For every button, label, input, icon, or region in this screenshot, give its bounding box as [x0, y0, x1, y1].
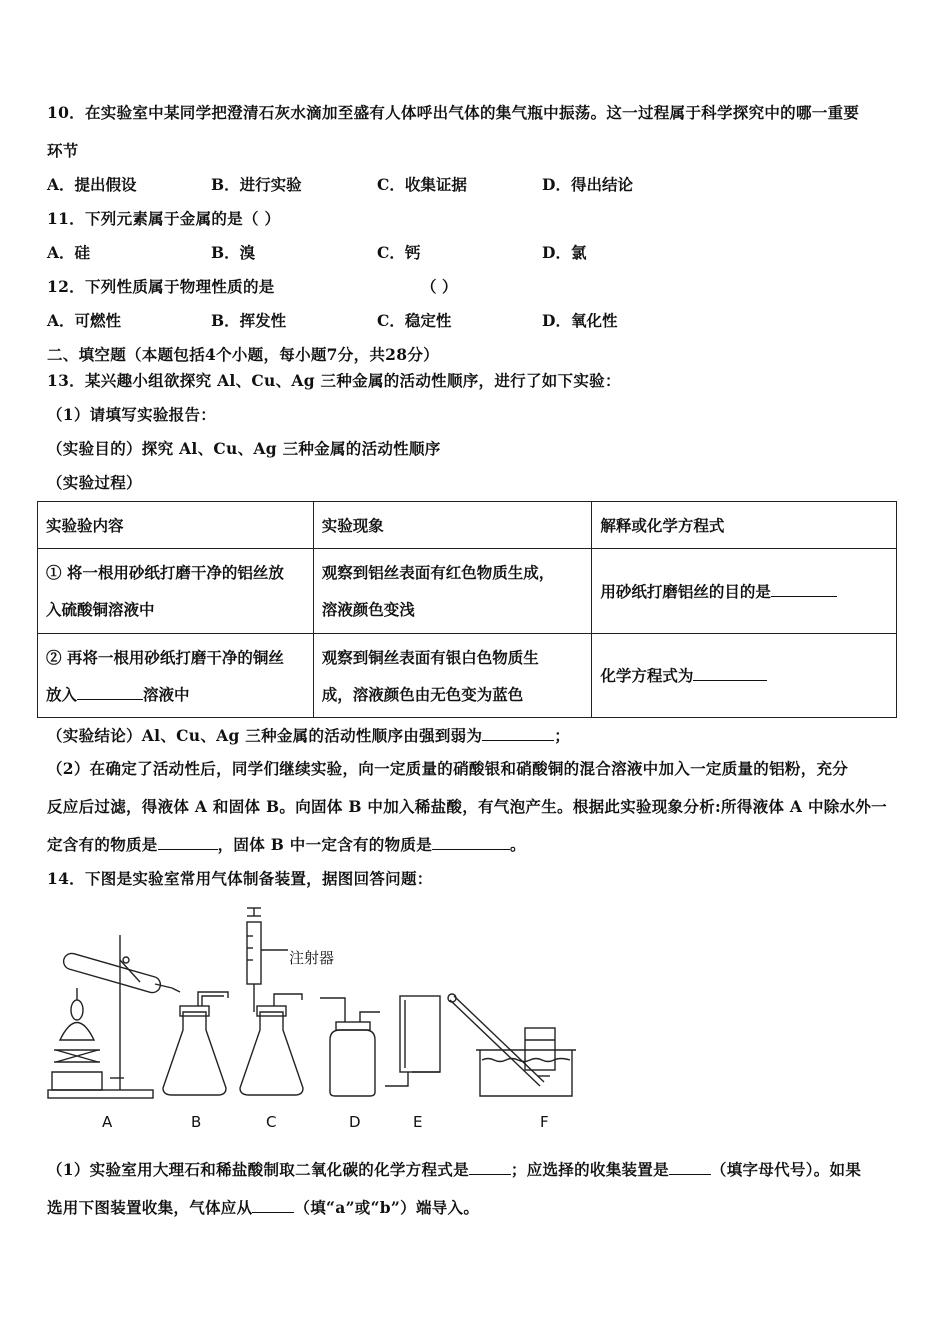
- q10-stem-line2: 环节: [47, 141, 79, 160]
- text: （填字母代号）。如果: [710, 1160, 862, 1179]
- q11-option-d: D．氯: [542, 243, 587, 262]
- cell-line: 入硫酸铜溶液中: [46, 600, 155, 619]
- apparatus-figure: [40, 900, 600, 1144]
- table-cell-phenomenon: [313, 634, 592, 718]
- answer-blank[interactable]: [482, 726, 554, 741]
- apparatus-b-drawing: [163, 992, 228, 1095]
- q11-stem: 11．下列元素属于金属的是（ ）: [47, 209, 281, 228]
- apparatus-label-d: D: [349, 1113, 361, 1131]
- cell-line: 化学方程式为: [600, 666, 694, 685]
- conclusion-end: ；: [554, 726, 571, 745]
- cell-line: 成，溶液颜色由无色变为蓝色: [321, 684, 524, 704]
- cell-line: 溶液颜色变浅: [321, 600, 415, 619]
- answer-blank[interactable]: [432, 835, 510, 850]
- text: ，固体 B 中一定含有的物质是: [217, 835, 433, 854]
- answer-blank[interactable]: [158, 835, 218, 850]
- q13-stem: 13．某兴趣小组欲探究 Al、Cu、Ag 三种金属的活动性顺序，进行了如下实验：: [47, 371, 621, 390]
- cell-line: ② 再将一根用砂纸打磨干净的铜丝: [46, 647, 284, 667]
- q10-option-d: D．得出结论: [542, 175, 633, 194]
- answer-blank[interactable]: [771, 582, 837, 597]
- q13-part2-line3: [47, 833, 526, 855]
- apparatus-c-drawing: [240, 908, 303, 1095]
- cell-line: ① 将一根用砂纸打磨干净的铝丝放: [46, 563, 284, 582]
- table-cell-content: [38, 549, 314, 634]
- table-header: 实验验内容: [38, 502, 314, 549]
- text: ；应选择的收集装置是: [510, 1160, 669, 1179]
- apparatus-e-drawing: [385, 996, 440, 1086]
- table-header: 解释或化学方程式: [592, 502, 897, 549]
- answer-blank[interactable]: [669, 1160, 711, 1175]
- table-cell-phenomenon: [313, 549, 592, 634]
- apparatus-diagram: [40, 900, 600, 1140]
- syringe-label: 注射器: [289, 949, 335, 967]
- q14-stem: 14．下图是实验室常用气体制备装置，据图回答问题：: [47, 869, 433, 888]
- text: 。: [510, 835, 526, 854]
- q11-option-b: B．溴: [211, 243, 256, 262]
- text: （1）实验室用大理石和稀盐酸制取二氧化碳的化学方程式是: [47, 1160, 469, 1179]
- q10-stem-line1: 10．在实验室中某同学把澄清石灰水滴加至盛有人体呼出气体的集气瓶中振荡。这一过程属于科学探究中的哪一重要: [47, 103, 860, 122]
- table-cell-content: [38, 634, 314, 718]
- answer-blank[interactable]: [252, 1198, 294, 1213]
- q12-option-a: A．可燃性: [47, 311, 122, 330]
- q13-conclusion: [47, 724, 570, 746]
- q13-part2-line1: （2）在确定了活动性后，同学们继续实验，向一定质量的硝酸银和硝酸铜的混合溶液中加入一定质量的铝粉，充分: [47, 759, 849, 778]
- cell-line: 放入: [46, 684, 78, 704]
- table-header: 实验现象: [313, 502, 592, 549]
- experiment-table: [37, 501, 897, 718]
- q10-option-b: B．进行实验: [211, 175, 302, 194]
- q12-option-c: C．稳定性: [377, 311, 452, 330]
- q13-part1: （1）请填写实验报告：: [47, 405, 217, 424]
- table-cell-explanation: [592, 549, 897, 634]
- text: 选用下图装置收集，气体应从: [47, 1198, 253, 1217]
- q11-option-a: A．硅: [47, 243, 91, 262]
- q13-process: （实验过程）: [47, 473, 142, 492]
- q12-option-d: D．氧化性: [542, 311, 618, 330]
- answer-blank[interactable]: [693, 666, 767, 681]
- text: 定含有的物质是: [47, 835, 158, 854]
- q12-stem: 12．下列性质属于物理性质的是: [47, 277, 275, 296]
- q10-option-c: C．收集证据: [377, 175, 467, 194]
- text: （填“a”或“b”）端导入。: [294, 1198, 480, 1217]
- q11-option-c: C．钙: [377, 243, 421, 262]
- apparatus-a-drawing: [48, 935, 180, 1098]
- cell-line: 观察到铝丝表面有红色物质生成，: [321, 563, 555, 582]
- apparatus-label-e: E: [413, 1113, 423, 1131]
- apparatus-f-drawing: [448, 994, 576, 1096]
- table-cell-explanation: [592, 634, 897, 718]
- q13-part2-line2: 反应后过滤，得液体 A 和固体 B。向固体 B 中加入稀盐酸，有气泡产生。根据此实验现象分析:所得液体 A 中除水外一: [47, 797, 887, 816]
- table-row: [38, 549, 897, 634]
- q10-option-a: A．提出假设: [47, 175, 137, 194]
- table-header-row: [38, 502, 897, 549]
- q13-purpose: （实验目的）探究 Al、Cu、Ag 三种金属的活动性顺序: [47, 439, 441, 458]
- apparatus-label-a: A: [102, 1113, 113, 1131]
- answer-blank[interactable]: [469, 1160, 511, 1175]
- cell-line: 观察到铜丝表面有银白色物质生: [321, 647, 539, 667]
- q12-answer-paren: （ ）: [421, 277, 458, 296]
- cell-line: 溶液中: [143, 684, 190, 704]
- apparatus-label-c: C: [266, 1113, 277, 1131]
- q14-part1-line1: [47, 1158, 861, 1180]
- cell-line: 用砂纸打磨铝丝的目的是: [600, 581, 771, 601]
- apparatus-label-b: B: [191, 1113, 202, 1131]
- conclusion-text: （实验结论）Al、Cu、Ag 三种金属的活动性顺序由强到弱为: [47, 726, 483, 745]
- table-row: [38, 634, 897, 718]
- section-heading: 二、填空题（本题包括4个小题，每小题7分，共28分）: [47, 345, 439, 364]
- answer-blank[interactable]: [77, 685, 143, 700]
- apparatus-label-f: F: [540, 1113, 549, 1131]
- q14-part1-line2: [47, 1196, 479, 1218]
- apparatus-d-drawing: [320, 998, 380, 1096]
- q12-option-b: B．挥发性: [211, 311, 287, 330]
